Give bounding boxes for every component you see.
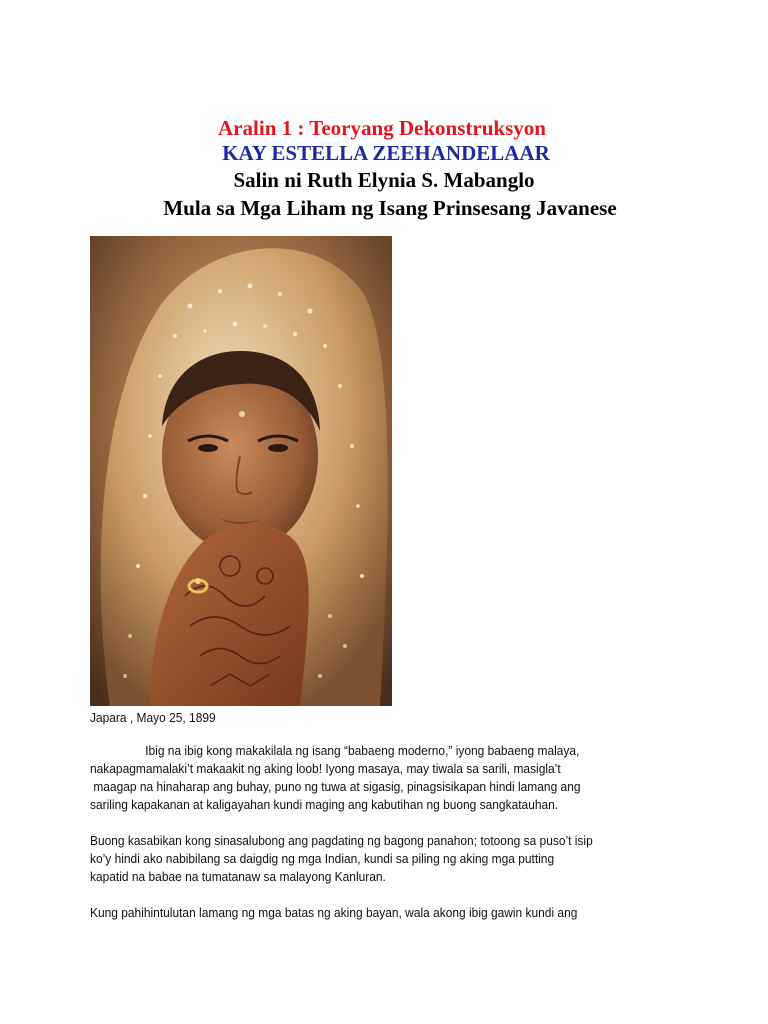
- paragraph-3: [90, 904, 642, 922]
- translator-line: Salin ni Ruth Elynia S. Mabanglo: [233, 168, 535, 192]
- paragraph-line: sariling kapakanan at kaligayahan kundi maging ang kabutihan ng buong sangkatauhan.: [90, 797, 559, 812]
- paragraph-1: [90, 742, 642, 814]
- paragraph-line: ko’y hindi ako nabibilang sa daigdig ng mga Indian, kundi sa piling ng aking mga putting: [90, 851, 555, 866]
- paragraph-line: Ibig na ibig kong makakilala ng isang “babaeng moderno,” iyong babaeng malaya,: [145, 743, 580, 758]
- paragraph-line: maagap na hinaharap ang buhay, puno ng tuwa at sigasig, pinagsisikapan hindi lamang ang: [90, 779, 581, 794]
- paragraph-line: nakapagmamalaki’t makaakit ng aking loob! Iyong masaya, may tiwala sa sarili, masigla’t: [90, 761, 561, 776]
- paragraph-line: Kung pahihintulutan lamang ng mga batas ng aking bayan, wala akong ibig gawin kundi ang: [90, 905, 578, 920]
- author-line: KAY ESTELLA ZEEHANDELAAR: [222, 141, 550, 165]
- paragraph-line: kapatid na babae na tumatanaw sa malayong Kanluran.: [90, 869, 386, 884]
- dateline: Japara , Mayo 25, 1899: [90, 710, 216, 725]
- lesson-title: Aralin 1 : Teoryang Dekonstruksyon: [218, 116, 546, 140]
- source-line: Mula sa Mga Liham ng Isang Prinsesang Javanese: [163, 196, 617, 220]
- paragraph-line: Buong kasabikan kong sinasalubong ang pagdating ng bagong panahon; totoong sa puso’t isip: [90, 833, 593, 848]
- portrait-photo: [90, 236, 392, 706]
- paragraph-2: [90, 832, 642, 886]
